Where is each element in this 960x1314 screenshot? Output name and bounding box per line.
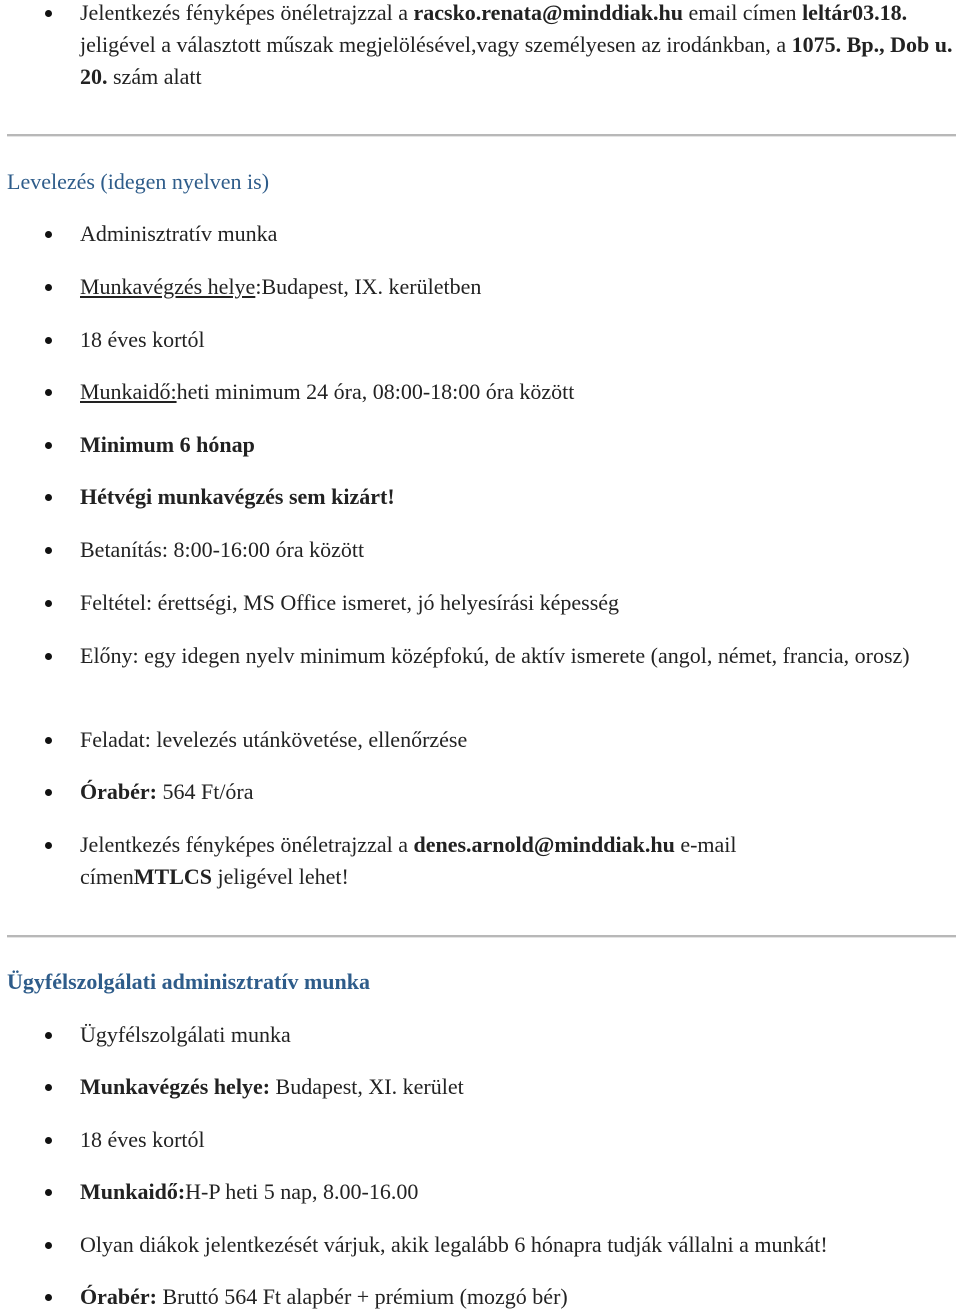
list-item: Órabér: 564 Ft/óra [0,776,254,808]
bullet-icon [45,337,52,344]
bullet-icon [45,389,52,396]
bullet-icon [45,842,52,849]
bullet-icon [45,10,52,17]
bullet-icon [45,442,52,449]
contact-email: racsko.renata@minddiak.hu [413,0,683,25]
bullet-icon [45,1242,52,1249]
bullet-icon [45,547,52,554]
job-code: leltár03.18. [802,0,908,25]
section-title-levelezes: Levelezés (idegen nyelven is) [7,169,270,194]
office-address: 1075. Bp., Dob u. 20. [80,32,953,89]
section-divider [7,134,956,137]
bullet-icon [45,1032,52,1039]
bullet-icon [45,600,52,607]
list-item: Betanítás: 8:00-16:00 óra között [0,534,364,566]
list-item: Munkaidő:H-P heti 5 nap, 8.00-16.00 [0,1176,418,1208]
list-item: 18 éves kortól [0,324,205,356]
list-item: Ügyfélszolgálati munka [0,1019,291,1051]
bullet-icon [45,284,52,291]
list-item: Feladat: levelezés utánkövetése, ellenőrzése [0,724,467,756]
bullet-icon [45,1137,52,1144]
contact-email: denes.arnold@minddiak.hu [413,832,675,857]
list-item: Munkavégzés helye:Budapest, IX. kerületben [0,271,481,303]
list-item: Feltétel: érettségi, MS Office ismeret, jó helyesírási képesség [0,587,619,619]
list-item: Minimum 6 hónap [0,429,255,461]
section-title-ugyfelszolgalat: Ügyfélszolgálati adminisztratív munka [7,969,370,994]
bullet-icon [45,653,52,660]
list-item: Hétvégi munkavégzés sem kizárt! [0,481,395,513]
list-item: Olyan diákok jelentkezését várjuk, akik legalább 6 hónapra tudják vállalni a munkát! [0,1229,828,1261]
bullet-icon [45,1294,52,1301]
job-code: MTLCS [133,864,213,889]
section-divider [7,935,956,938]
previous-listing-bullets [0,0,955,93]
list-item: Adminisztratív munka [0,218,277,250]
bullet-icon [45,1189,52,1196]
list-item: Órabér: Bruttó 564 Ft alapbér + prémium (mozgó bér) [0,1281,568,1313]
bullet-icon [45,789,52,796]
list-item: Jelentkezés fényképes önéletrajzzal a racsko.renata@minddiak.hu email címen leltár03.18. jeligével a választott műszak megjelölésével,vagy személyesen az irodánkban, a 1075. Bp., Dob u. 20. szám alatt [0,0,955,93]
bullet-icon [45,231,52,238]
list-item: Jelentkezés fényképes önéletrajzzal a denes.arnold@minddiak.hu e-mail címenMTLCS jeligével lehet! [0,829,840,893]
list-item: Előny: egy idegen nyelv minimum középfokú, de aktív ismerete (angol, német, francia, orosz) [0,640,955,672]
bullet-icon [45,1084,52,1091]
bullet-icon [45,737,52,744]
list-item: Munkaidő:heti minimum 24 óra, 08:00-18:00 óra között [0,376,574,408]
list-item: Munkavégzés helye: Budapest, XI. kerület [0,1071,464,1103]
bullet-icon [45,494,52,501]
list-item: 18 éves kortól [0,1124,205,1156]
